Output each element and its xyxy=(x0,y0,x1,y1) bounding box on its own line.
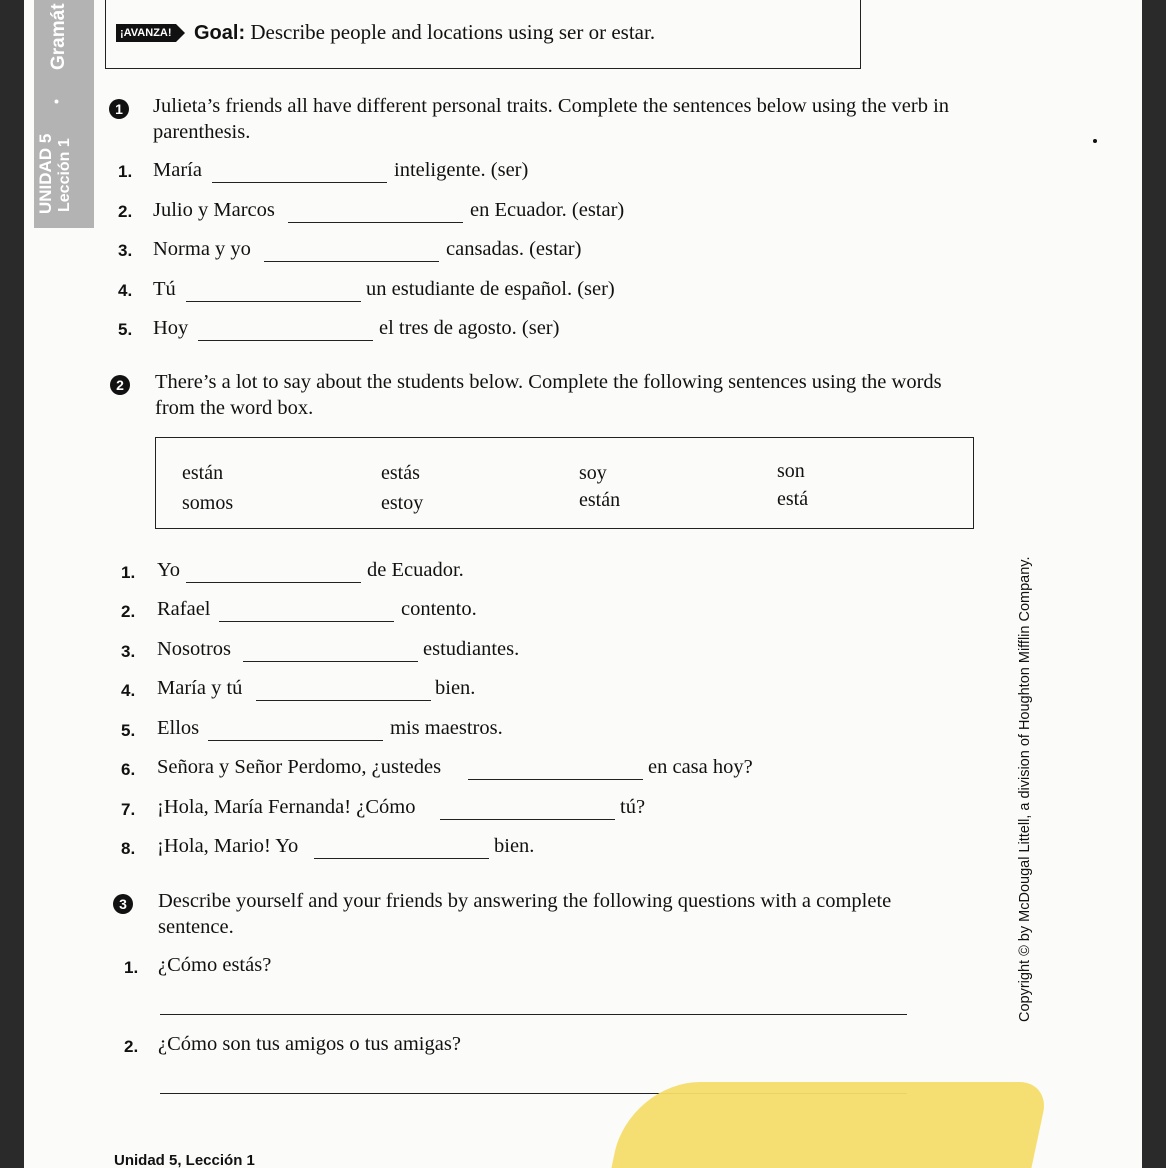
item-text-before: Tú xyxy=(153,278,176,300)
side-tab-bullet: • xyxy=(48,99,64,104)
answer-blank[interactable] xyxy=(186,582,361,583)
word-box-word: somos xyxy=(182,492,234,514)
item-text-before: ¡Hola, Mario! Yo xyxy=(157,835,299,857)
side-tab-section: Gramát xyxy=(48,3,69,70)
item-text-after: contento. xyxy=(401,598,477,620)
item-text-before: Norma y yo xyxy=(153,238,251,260)
section3-number-badge: 3 xyxy=(113,894,133,914)
item-text-before: Julio y Marcos xyxy=(153,199,275,221)
item-number: 7. xyxy=(121,800,136,819)
answer-blank[interactable] xyxy=(212,182,387,183)
item-text-before: Ellos xyxy=(157,717,200,739)
item-text-before: María y tú xyxy=(157,677,243,699)
item-number: 5. xyxy=(121,721,136,740)
item-number: 6. xyxy=(121,760,136,779)
item-text-after: de Ecuador. xyxy=(367,559,464,581)
answer-blank[interactable] xyxy=(468,779,643,780)
item-text-before: Hoy xyxy=(153,317,189,339)
answer-blank[interactable] xyxy=(256,700,431,701)
word-box-word: están xyxy=(182,462,224,484)
item-number: 3. xyxy=(118,241,133,260)
section2-number-badge: 2 xyxy=(110,375,130,395)
stray-dot xyxy=(1093,139,1097,143)
answer-blank[interactable] xyxy=(219,621,394,622)
page-footer: Unidad 5, Lección 1 xyxy=(114,1152,255,1168)
answer-blank[interactable] xyxy=(288,222,463,223)
side-tab xyxy=(34,0,94,228)
item-number: 4. xyxy=(121,681,136,700)
word-box-word: soy xyxy=(579,462,607,484)
answer-line[interactable] xyxy=(160,1014,907,1015)
answer-blank[interactable] xyxy=(186,301,361,302)
question-text: ¿Cómo estás? xyxy=(158,954,272,976)
answer-blank[interactable] xyxy=(314,858,489,859)
question-text: ¿Cómo son tus amigos o tus amigas? xyxy=(158,1033,461,1055)
item-text-before: Yo xyxy=(157,559,181,581)
answer-blank[interactable] xyxy=(440,819,615,820)
item-number: 2. xyxy=(118,202,133,221)
item-text-after: estudiantes. xyxy=(423,638,520,660)
item-text-before: Nosotros xyxy=(157,638,232,660)
copyright-notice: Copyright © by McDougal Littell, a division of Houghton Mifflin Company. xyxy=(1017,556,1033,1022)
item-number: 1. xyxy=(118,162,133,181)
item-text-after: en casa hoy? xyxy=(648,756,753,778)
item-text-before: ¡Hola, María Fernanda! ¿Cómo xyxy=(157,796,416,818)
section1-instructions: Julieta’s friends all have different personal traits. Complete the sentences below using the verb in parenthesis. xyxy=(153,95,950,143)
item-number: 4. xyxy=(118,281,133,300)
word-box-word: son xyxy=(777,460,805,482)
word-box-word: están xyxy=(579,489,621,511)
word-box-word: estás xyxy=(381,462,420,484)
item-number: 3. xyxy=(121,642,136,661)
section2-instructions: There’s a lot to say about the students below. Complete the following sentences using the words from the word box. xyxy=(155,371,942,419)
item-text-after: bien. xyxy=(435,677,476,699)
highlighter-mark xyxy=(606,1082,1049,1168)
answer-blank[interactable] xyxy=(198,340,373,341)
answer-blank[interactable] xyxy=(264,261,439,262)
item-text-after: un estudiante de español. (ser) xyxy=(366,278,615,300)
answer-blank[interactable] xyxy=(208,740,383,741)
item-number: 2. xyxy=(121,602,136,621)
section3-instructions: Describe yourself and your friends by answering the following questions with a complete sentence. xyxy=(158,890,892,938)
item-text-after: en Ecuador. (estar) xyxy=(470,199,625,221)
item-text-after: tú? xyxy=(620,796,646,818)
item-number: 2. xyxy=(124,1037,139,1056)
goal-box xyxy=(105,0,861,69)
item-text-after: el tres de agosto. (ser) xyxy=(379,317,560,339)
side-tab-lesson: Lección 1 xyxy=(56,138,73,212)
item-text-after: inteligente. (ser) xyxy=(394,159,529,181)
answer-blank[interactable] xyxy=(243,661,418,662)
side-tab-unit: UNIDAD 5 xyxy=(36,133,55,214)
word-box-word: está xyxy=(777,488,809,510)
word-box xyxy=(155,437,974,529)
avanza-tag: ¡AVANZA! xyxy=(116,24,176,42)
item-number: 5. xyxy=(118,320,133,339)
goal-statement xyxy=(194,20,655,45)
item-text-before: María xyxy=(153,159,202,181)
goal-label: Goal: xyxy=(194,22,246,44)
item-number: 1. xyxy=(124,958,139,977)
item-text-after: mis maestros. xyxy=(390,717,503,739)
item-number: 8. xyxy=(121,839,136,858)
section1-number-badge: 1 xyxy=(109,99,129,119)
item-text-after: bien. xyxy=(494,835,535,857)
worksheet-page xyxy=(24,0,1142,1168)
goal-text: Describe people and locations using ser or estar. xyxy=(250,20,656,44)
item-number: 1. xyxy=(121,563,136,582)
item-text-before: Señora y Señor Perdomo, ¿ustedes xyxy=(157,756,442,778)
item-text-before: Rafael xyxy=(157,598,211,620)
item-text-after: cansadas. (estar) xyxy=(446,238,582,260)
word-box-word: estoy xyxy=(381,492,424,514)
